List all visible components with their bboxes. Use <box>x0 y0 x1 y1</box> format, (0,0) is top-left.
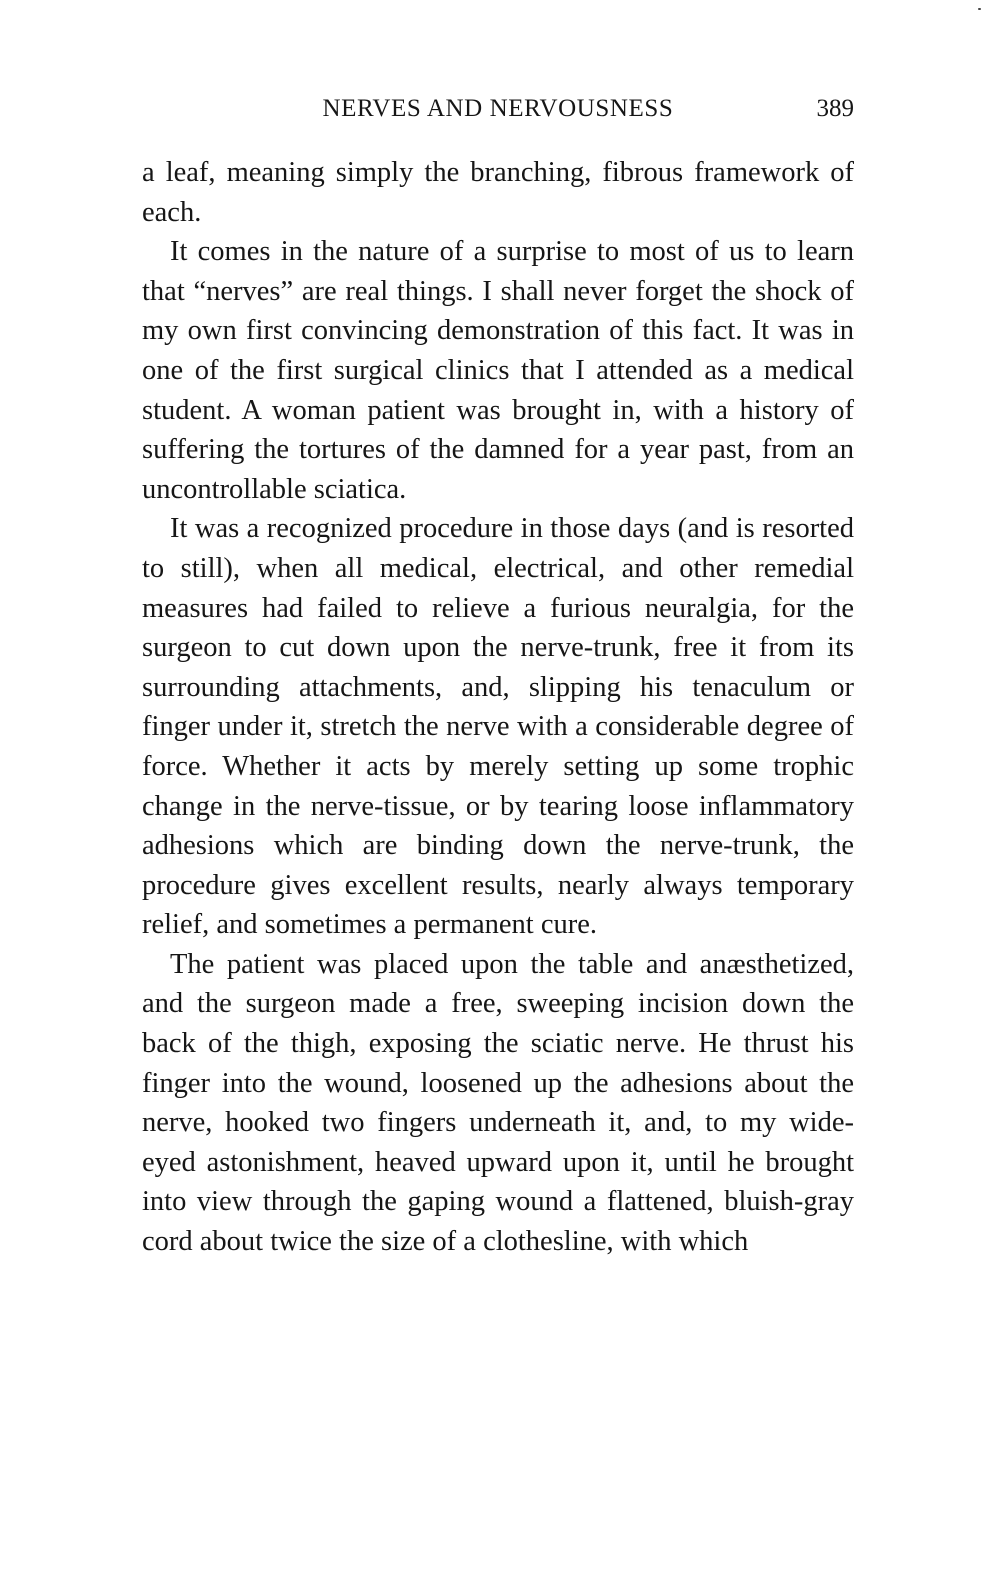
page-number: 389 <box>816 95 854 122</box>
body-text <box>142 153 854 1262</box>
running-head <box>142 92 854 126</box>
running-head-title: NERVES AND NERVOUSNESS <box>322 95 674 122</box>
paragraph-continuation: a leaf, meaning simply the branching, fibrous framework of each. <box>142 157 854 228</box>
paragraph-nerves-real-things: It comes in the nature of a surprise to most of us to learn that “nerves” are real things. I shall never forget the shock of my own first convincing demonstration of this fact. It was in one of the first surgical clinics that I attended as a medical student. A woman patient was brought in, with a history of suffering the tortures of the damned for a year past, from an uncontrollable sciatica. <box>142 236 854 505</box>
print-speck <box>978 8 981 10</box>
paragraph-nerve-stretching-procedure: It was a recognized procedure in those days (and is resorted to still), when all medical, electrical, and other remedial measures had failed to relieve a furious neuralgia, for the surgeon to cut down upon the nerve-trunk, free it from its surrounding attachments, and, slipping his tenaculum or finger under it, stretch the nerve with a considerable degree of force. Whether it acts by merely setting up some trophic change in the nerve-tissue, or by tearing loose inflammatory adhesions which are binding down the nerve-trunk, the procedure gives excellent results, nearly always temporary relief, and sometimes a permanent cure. <box>142 513 854 941</box>
paragraph-operation-account: The patient was placed upon the table and anæsthetized, and the surgeon made a free, sweeping incision down the back of the thigh, exposing the sciatic nerve. He thrust his finger into the wound, loosened up the adhesions about the nerve, hooked two fingers underneath it, and, to my wide-eyed astonishment, heaved upward upon it, until he brought into view through the gaping wound a flattened, bluish-gray cord about twice the size of a clothesline, with which <box>142 948 854 1258</box>
